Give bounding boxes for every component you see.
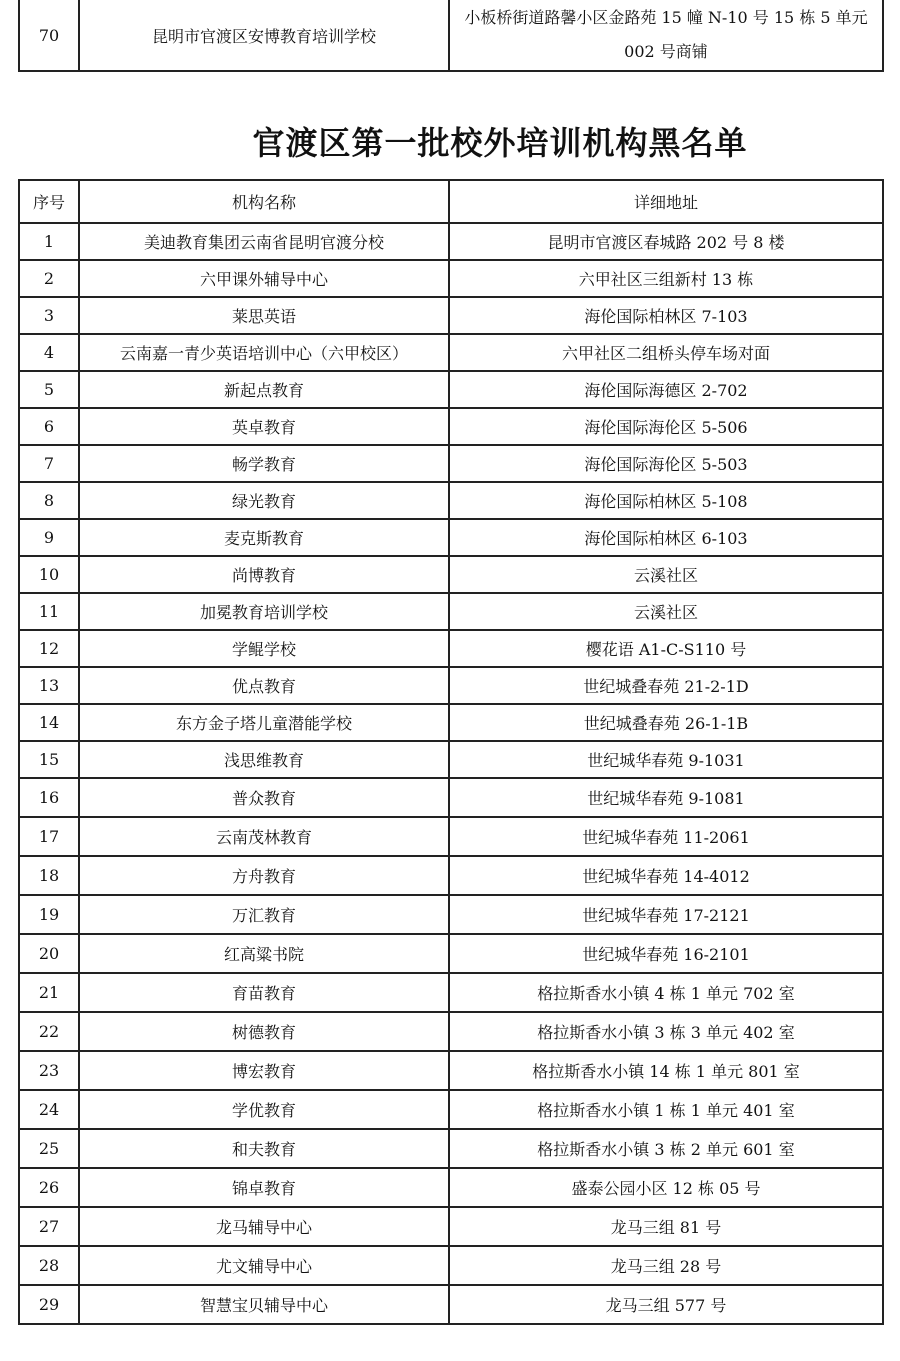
row-number: 17 [19, 817, 79, 856]
document-title: 官渡区第一批校外培训机构黑名单 [252, 124, 748, 162]
row-number: 21 [19, 973, 79, 1012]
institution-address: 格拉斯香水小镇 3 栋 3 单元 402 室 [449, 1012, 883, 1051]
institution-address: 世纪城叠春苑 26-1-1B [449, 704, 883, 741]
institution-name: 六甲课外辅导中心 [79, 260, 449, 297]
table-row [19, 445, 883, 482]
institution-address: 海伦国际海伦区 5-506 [449, 408, 883, 445]
institution-name: 畅学教育 [79, 445, 449, 482]
table-row [19, 1246, 883, 1285]
header-name: 机构名称 [79, 180, 449, 223]
previous-table [18, 0, 884, 72]
institution-name: 方舟教育 [79, 856, 449, 895]
institution-address: 云溪社区 [449, 556, 883, 593]
institution-address: 世纪城华春苑 11-2061 [449, 817, 883, 856]
institution-name: 智慧宝贝辅导中心 [79, 1285, 449, 1324]
header-number: 序号 [19, 180, 79, 223]
institution-address: 龙马三组 81 号 [449, 1207, 883, 1246]
header-address: 详细地址 [449, 180, 883, 223]
table-row [19, 1051, 883, 1090]
institution-address: 龙马三组 577 号 [449, 1285, 883, 1324]
institution-address: 海伦国际海伦区 5-503 [449, 445, 883, 482]
institution-name: 新起点教育 [79, 371, 449, 408]
row-number: 13 [19, 667, 79, 704]
table-row [19, 856, 883, 895]
table-row [19, 630, 883, 667]
institution-name: 加冕教育培训学校 [79, 593, 449, 630]
table-row [19, 408, 883, 445]
table-body [19, 223, 883, 1324]
institution-name: 育苗教育 [79, 973, 449, 1012]
table-row [19, 934, 883, 973]
table-row [19, 482, 883, 519]
institution-address: 六甲社区三组新村 13 栋 [449, 260, 883, 297]
table-row [19, 667, 883, 704]
institution-address: 海伦国际海德区 2-702 [449, 371, 883, 408]
institution-name: 尤文辅导中心 [79, 1246, 449, 1285]
institution-address: 龙马三组 28 号 [449, 1246, 883, 1285]
table-row [19, 817, 883, 856]
institution-address: 海伦国际柏林区 5-108 [449, 482, 883, 519]
table-row [19, 741, 883, 778]
institution-name: 莱思英语 [79, 297, 449, 334]
institution-name: 英卓教育 [79, 408, 449, 445]
institution-name: 云南茂林教育 [79, 817, 449, 856]
table-header-row [19, 180, 883, 223]
institution-name: 学优教育 [79, 1090, 449, 1129]
row-number: 28 [19, 1246, 79, 1285]
table-row [19, 1207, 883, 1246]
institution-address: 海伦国际柏林区 6-103 [449, 519, 883, 556]
row-number: 20 [19, 934, 79, 973]
row-number: 16 [19, 778, 79, 817]
institution-name: 浅思维教育 [79, 741, 449, 778]
row-number: 25 [19, 1129, 79, 1168]
institution-address: 樱花语 A1-C-S110 号 [449, 630, 883, 667]
row-number: 7 [19, 445, 79, 482]
row-number: 8 [19, 482, 79, 519]
institution-name: 麦克斯教育 [79, 519, 449, 556]
table-row [19, 223, 883, 260]
table-row [19, 1168, 883, 1207]
institution-name: 树德教育 [79, 1012, 449, 1051]
row-number: 70 [19, 0, 79, 71]
institution-address: 云溪社区 [449, 593, 883, 630]
table-row [19, 895, 883, 934]
table-row [19, 260, 883, 297]
table-row [19, 1285, 883, 1324]
table-row [19, 704, 883, 741]
institution-address: 格拉斯香水小镇 14 栋 1 单元 801 室 [449, 1051, 883, 1090]
row-number: 10 [19, 556, 79, 593]
row-number: 3 [19, 297, 79, 334]
institution-name: 学鲲学校 [79, 630, 449, 667]
institution-name: 昆明市官渡区安博教育培训学校 [79, 0, 449, 71]
row-number: 6 [19, 408, 79, 445]
row-number: 29 [19, 1285, 79, 1324]
institution-name: 和夫教育 [79, 1129, 449, 1168]
institution-address: 格拉斯香水小镇 4 栋 1 单元 702 室 [449, 973, 883, 1012]
institution-name: 优点教育 [79, 667, 449, 704]
institution-name: 万汇教育 [79, 895, 449, 934]
row-number: 18 [19, 856, 79, 895]
row-number: 1 [19, 223, 79, 260]
table-row [19, 334, 883, 371]
table-row [19, 973, 883, 1012]
table-row [19, 297, 883, 334]
institution-name: 东方金子塔儿童潜能学校 [79, 704, 449, 741]
institution-name: 红高粱书院 [79, 934, 449, 973]
table-row [19, 1012, 883, 1051]
table-row [19, 371, 883, 408]
institution-name: 云南嘉一青少英语培训中心（六甲校区） [79, 334, 449, 371]
row-number: 24 [19, 1090, 79, 1129]
institution-address: 小板桥街道路馨小区金路苑 15 幢 N-10 号 15 栋 5 单元 002 号商铺 [449, 0, 883, 71]
row-number: 11 [19, 593, 79, 630]
row-number: 4 [19, 334, 79, 371]
blacklist-table [18, 179, 884, 1325]
row-number: 5 [19, 371, 79, 408]
row-number: 2 [19, 260, 79, 297]
row-number: 9 [19, 519, 79, 556]
institution-address: 世纪城华春苑 9-1081 [449, 778, 883, 817]
institution-name: 尚博教育 [79, 556, 449, 593]
institution-address: 盛泰公园小区 12 栋 05 号 [449, 1168, 883, 1207]
institution-name: 绿光教育 [79, 482, 449, 519]
institution-address: 世纪城华春苑 16-2101 [449, 934, 883, 973]
institution-address: 海伦国际柏林区 7-103 [449, 297, 883, 334]
row-number: 23 [19, 1051, 79, 1090]
table-row [19, 1090, 883, 1129]
institution-address: 世纪城华春苑 17-2121 [449, 895, 883, 934]
institution-address: 昆明市官渡区春城路 202 号 8 楼 [449, 223, 883, 260]
row-number: 26 [19, 1168, 79, 1207]
institution-name: 锦卓教育 [79, 1168, 449, 1207]
table-row [19, 778, 883, 817]
institution-name: 博宏教育 [79, 1051, 449, 1090]
institution-address: 六甲社区二组桥头停车场对面 [449, 334, 883, 371]
table-row [19, 593, 883, 630]
row-number: 14 [19, 704, 79, 741]
table-row [19, 556, 883, 593]
row-number: 12 [19, 630, 79, 667]
institution-address: 世纪城叠春苑 21-2-1D [449, 667, 883, 704]
table-row [19, 519, 883, 556]
row-number: 15 [19, 741, 79, 778]
institution-name: 龙马辅导中心 [79, 1207, 449, 1246]
institution-address: 格拉斯香水小镇 3 栋 2 单元 601 室 [449, 1129, 883, 1168]
table-row [19, 1129, 883, 1168]
row-number: 19 [19, 895, 79, 934]
institution-address: 世纪城华春苑 14-4012 [449, 856, 883, 895]
institution-address: 格拉斯香水小镇 1 栋 1 单元 401 室 [449, 1090, 883, 1129]
institution-name: 美迪教育集团云南省昆明官渡分校 [79, 223, 449, 260]
institution-name: 普众教育 [79, 778, 449, 817]
table-row [19, 0, 883, 71]
institution-address: 世纪城华春苑 9-1031 [449, 741, 883, 778]
row-number: 27 [19, 1207, 79, 1246]
row-number: 22 [19, 1012, 79, 1051]
